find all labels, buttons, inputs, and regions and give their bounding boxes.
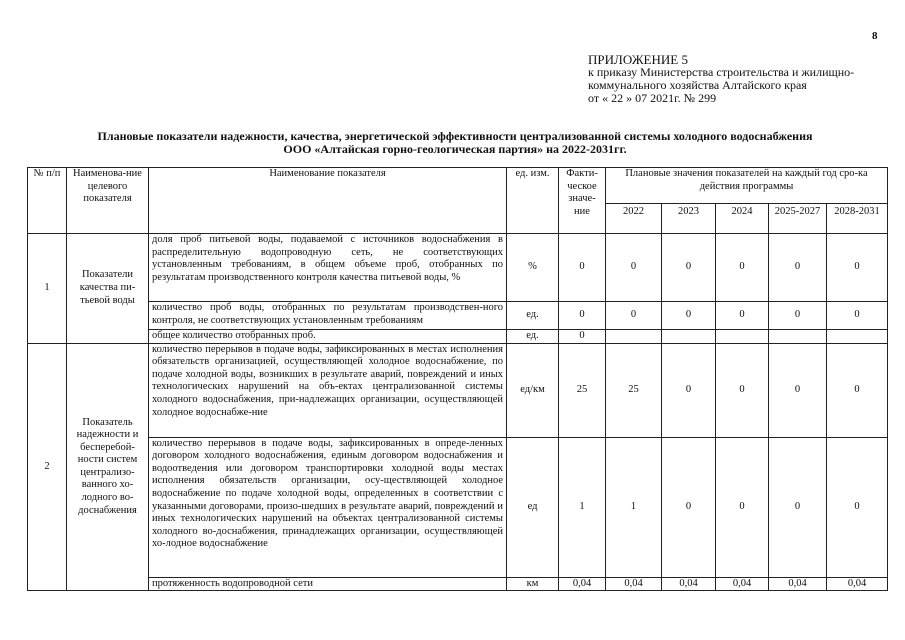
- header-target: Наименова-ние целевого показателя: [67, 168, 149, 234]
- row-value: [662, 330, 716, 344]
- row-value: 0: [662, 437, 716, 577]
- row-value: 0: [769, 437, 827, 577]
- page-number: 8: [872, 30, 878, 42]
- row-value: 0: [606, 302, 662, 330]
- row-unit: %: [507, 234, 559, 302]
- row-value: [827, 330, 888, 344]
- row-value: [769, 330, 827, 344]
- row-value: 25: [606, 343, 662, 437]
- row-value: 0: [716, 437, 769, 577]
- row-value: 0: [827, 302, 888, 330]
- row-unit: км: [507, 577, 559, 591]
- row-value: 0: [827, 234, 888, 302]
- table-row: [28, 437, 888, 577]
- row-indicator: количество перерывов в подаче воды, зафиксированных в опреде-ленных договором холодного водоснабжения, единым договором водоснабжения и водоотведения или договором транспортировки холодной воды местах исполнения обязательств организации, осу-ществляющей холодное водоснабжение по подаче холодной воды, определенных в соответствии с указанными договорами, произо-шедших в результате аварий, повреждений и иных технологических нарушений на объектах централизованной системы холодного во-доснабжения, принадлежащих организации, осуществляющей хо-лодное водоснабжение: [149, 437, 507, 577]
- row-value: 0: [606, 234, 662, 302]
- row-value: 0: [716, 302, 769, 330]
- row-unit: ед.: [507, 330, 559, 344]
- appendix-line: к приказу Министерства строительства и жилищно-: [588, 65, 855, 79]
- table-row: [28, 302, 888, 330]
- header-year: 2024: [716, 204, 769, 234]
- table-row: [28, 577, 888, 591]
- appendix-line: от « 22 » 07 2021г. № 299: [588, 91, 717, 105]
- row-actual: 1: [559, 437, 606, 577]
- appendix-header: [588, 53, 854, 105]
- appendix-line: коммунального хозяйства Алтайского края: [588, 78, 807, 92]
- row-value: 0: [716, 343, 769, 437]
- indicators-table: [27, 167, 888, 591]
- row-indicator: количество перерывов в подаче воды, зафиксированных в местах исполнения обязательств организацией, осуществляющей холодное водоснабжение, по подаче холодной воды, возникших в результате аварий, повреждений и иных технологических нарушений на объ-ектах централизованной системы холодного водоснабжения, при-надлежащих организации, осуществляющей холодное водоснабже-ние: [149, 343, 507, 437]
- row-indicator: общее количество отобранных проб.: [149, 330, 507, 344]
- row-unit: ед.: [507, 302, 559, 330]
- document-title-line: ООО «Алтайская горно-геологическая партия» на 2022-2031гг.: [283, 142, 627, 156]
- row-value: 1: [606, 437, 662, 577]
- header-year: 2028-2031: [827, 204, 888, 234]
- table-row: [28, 343, 888, 437]
- row-value: 0,04: [769, 577, 827, 591]
- table-row: [28, 234, 888, 302]
- row-num: 2: [28, 343, 67, 591]
- header-year: 2022: [606, 204, 662, 234]
- row-unit: ед: [507, 437, 559, 577]
- row-value: 0: [769, 302, 827, 330]
- header-year: 2025-2027: [769, 204, 827, 234]
- row-indicator: количество проб воды, отобранных по результатам производствен-ного контроля, не соответствующих установленным требованиям: [149, 302, 507, 330]
- row-target: Показатели качества пи-тьевой воды: [67, 234, 149, 344]
- row-value: 0: [662, 343, 716, 437]
- row-value: 0: [662, 302, 716, 330]
- row-value: 0: [769, 234, 827, 302]
- row-target: Показатель надежности и бесперебой-ности систем централизо-ванного хо-лодного во-доснабжения: [67, 343, 149, 591]
- header-num: № п/п: [28, 168, 67, 234]
- row-actual: 0,04: [559, 577, 606, 591]
- row-value: 0,04: [662, 577, 716, 591]
- row-indicator: доля проб питьевой воды, подаваемой с источников водоснабжения в распределительную водопроводную сеть, не соответствующих установленным требованиям, в общем объеме проб, отобранных по результатам производственного контроля качества питьевой воды, %: [149, 234, 507, 302]
- header-indicator: Наименование показателя: [149, 168, 507, 234]
- row-value: [716, 330, 769, 344]
- row-actual: 0: [559, 330, 606, 344]
- header-year: 2023: [662, 204, 716, 234]
- row-value: 0: [827, 437, 888, 577]
- row-value: 0: [716, 234, 769, 302]
- header-row: [28, 168, 888, 204]
- row-value: 0,04: [606, 577, 662, 591]
- row-unit: ед/км: [507, 343, 559, 437]
- row-indicator: протяженность водопроводной сети: [149, 577, 507, 591]
- header-plan: Плановые значения показателей на каждый год сро-ка действия программы: [606, 168, 888, 204]
- header-actual: Факти-ческое значе-ние: [559, 168, 606, 234]
- row-value: 0,04: [827, 577, 888, 591]
- row-value: 0: [769, 343, 827, 437]
- row-value: 0,04: [716, 577, 769, 591]
- row-value: [606, 330, 662, 344]
- document-title-line: Плановые показатели надежности, качества, энергетической эффективности централизованной системы холодного водоснабжения: [97, 129, 813, 143]
- row-value: 0: [662, 234, 716, 302]
- table-row: [28, 330, 888, 344]
- appendix-title: ПРИЛОЖЕНИЕ 5: [588, 52, 688, 67]
- row-value: 0: [827, 343, 888, 437]
- row-actual: 0: [559, 302, 606, 330]
- header-unit: ед. изм.: [507, 168, 559, 234]
- row-num: 1: [28, 234, 67, 344]
- row-actual: 25: [559, 343, 606, 437]
- row-actual: 0: [559, 234, 606, 302]
- document-title: [40, 130, 870, 156]
